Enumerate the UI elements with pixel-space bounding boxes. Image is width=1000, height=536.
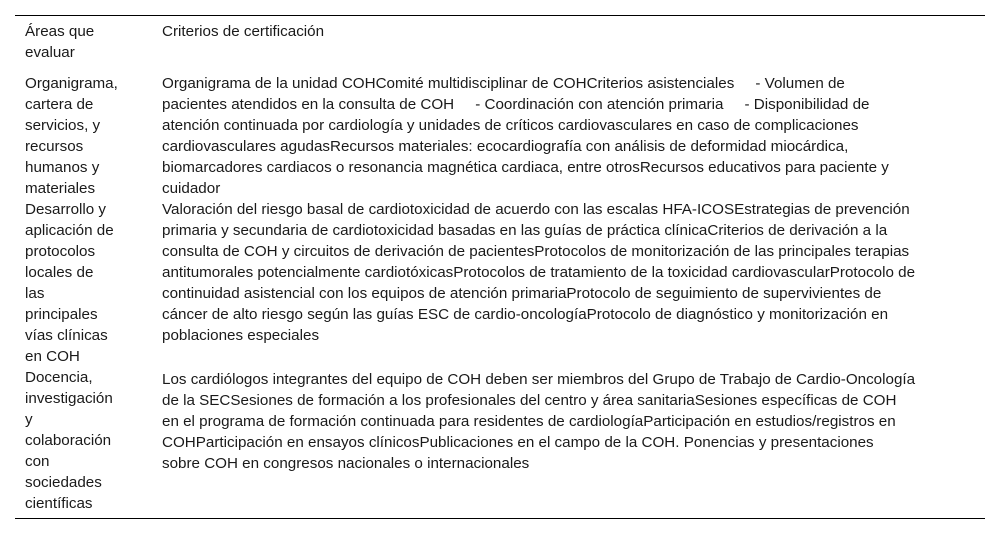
table-header-row	[15, 16, 985, 69]
table-row	[15, 367, 985, 518]
table-row	[15, 69, 985, 199]
area-cell: Docencia, investigación y colaboración con sociedades científicas	[25, 369, 113, 512]
area-cell: Organigrama, cartera de servicios, y recursos humanos y materiales	[25, 75, 118, 197]
header-areas-cell: Áreas que evaluar	[25, 23, 95, 61]
header-criteria-cell: Criterios de certificación	[162, 23, 325, 40]
table-row	[15, 199, 985, 367]
criteria-cell: Valoración del riesgo basal de cardiotoxicidad de acuerdo con las escalas HFA-ICOSEstrategias de prevención primaria y secundaria de cardiotoxicidad basadas en las guías de práctica clínicaCriterios de derivación a la consulta de COH y circuitos de derivación de pacientesProtocolos de monitorización de las principales terapias antitumorales potencialmente cardiotóxicasProtocolos de tratamiento de la toxicidad cardiovascularProtocolo de continuidad asistencial con los equipos de atención primariaProtocolo de seguimiento de supervivientes de cáncer de alto riesgo según las guías ESC de cardio-oncologíaProtocolo de diagnóstico y monitorización en poblaciones especiales	[162, 201, 916, 344]
criteria-cell: Organigrama de la unidad COHComité multidisciplinar de COHCriterios asistenciales - Volumen de pacientes atendidos en la consulta de COH - Coordinación con atención primaria - Disponibilidad de atención continuada por cardiología y unidades de críticos cardiovasculares en caso de complicaciones cardiovasculares agudasRecursos materiales: ecocardiografía con análisis de deformidad miocárdica, biomarcadores cardiacos o resonancia magnética cardiaca, entre otrosRecursos educativos para paciente y cuidador	[162, 75, 889, 197]
area-cell: Desarrollo y aplicación de protocolos locales de las principales vías clínicas en COH	[25, 201, 114, 365]
criteria-cell: Los cardiólogos integrantes del equipo de COH deben ser miembros del Grupo de Trabajo de Cardio-Oncología de la SECSesiones de formación a los profesionales del centro y área sanitariaSesiones específicas de COH en el programa de formación continuada para residentes de cardiologíaParticipación en estudios/registros en COHParticipación en ensayos clínicosPublicaciones en el campo de la COH. Ponencias y presentaciones sobre COH en congresos nacionales o internacionales	[162, 371, 916, 472]
certification-table	[15, 15, 985, 519]
